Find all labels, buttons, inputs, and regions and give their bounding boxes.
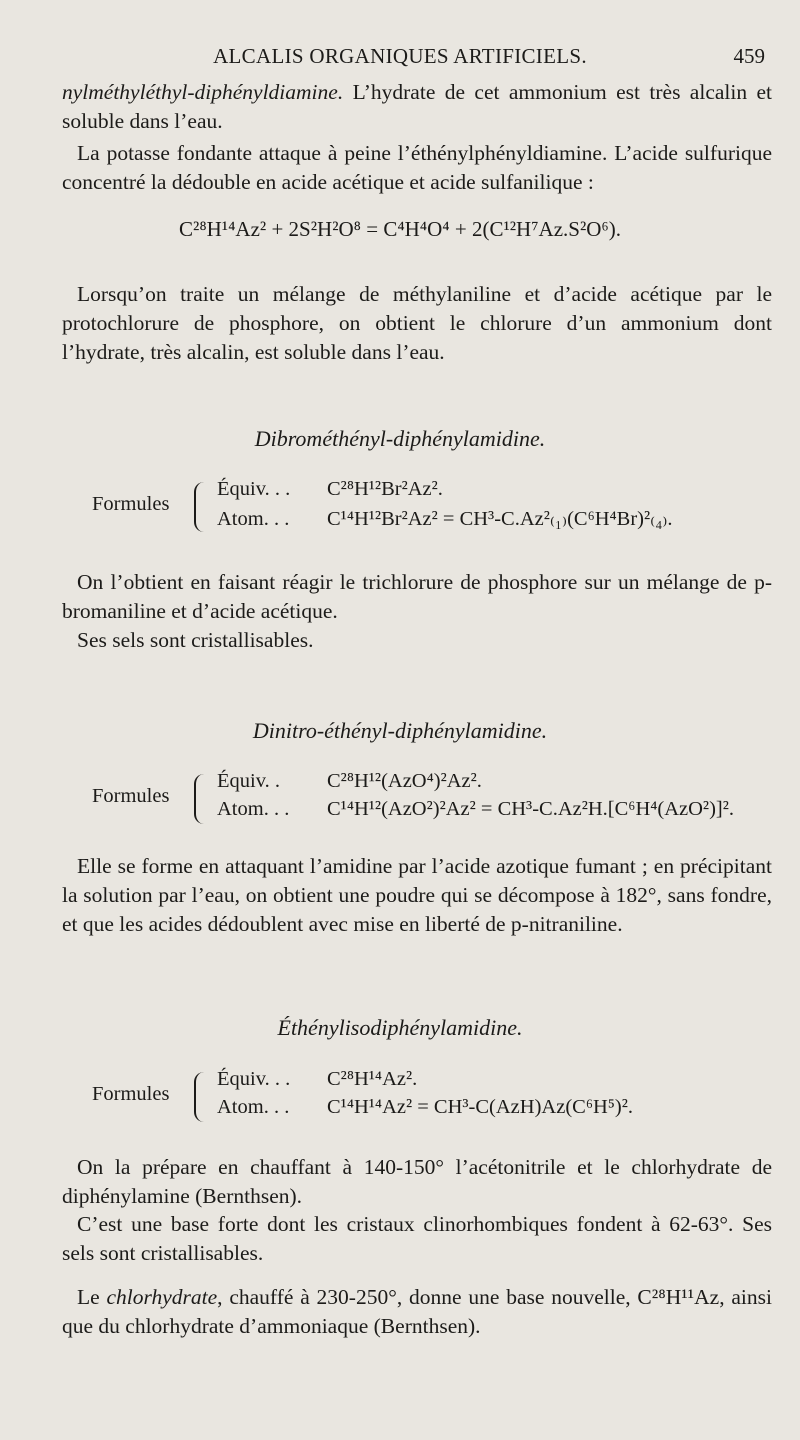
- equiv-label: Équiv. .: [217, 770, 281, 792]
- equiv-label: Équiv. . .: [217, 1068, 291, 1090]
- section-title-dinitro: Dinitro-éthényl-diphénylamidine.: [252, 718, 548, 743]
- formula-block-dinitro: [92, 770, 792, 832]
- atom-label: Atom. . .: [217, 508, 290, 530]
- atom-row: [217, 506, 673, 531]
- formula-block-dibromethenyl: [92, 478, 792, 540]
- paragraph-8: C’est une base forte dont les cristaux clinorhombiques fondent à 62-63°. Ses sels sont cristallisables.: [62, 1212, 772, 1265]
- paragraph-9-italic: chlorhydrate: [106, 1285, 218, 1309]
- running-title: ALCALIS ORGANIQUES ARTIFICIELS.: [213, 44, 587, 68]
- paragraph-6: Elle se forme en attaquant l’amidine par l’acide azotique fumant ; en précipitant la solution par l’eau, on obtient une poudre qui se décompose à 182°, sans fondre, et que les acides dédoublent avec mise en liberté de p-nitraniline.: [62, 854, 772, 936]
- brace-icon: [194, 482, 208, 532]
- atom-row: [217, 798, 734, 821]
- equiv-label: Équiv. . .: [217, 478, 291, 500]
- formula-block-ethenylisodiphenyl: [92, 1068, 792, 1130]
- atom-row: [217, 1096, 633, 1119]
- atom-formula: C¹⁴H¹²Br²Az² = CH³-C.Az²₍₁₎(C⁶H⁴Br)²₍₄₎.: [327, 508, 673, 530]
- paragraph-9-start: Le: [77, 1285, 107, 1309]
- page-number: 459: [733, 44, 765, 68]
- equiv-row: [217, 770, 482, 793]
- equation-1: C²⁸H¹⁴Az² + 2S²H²O⁸ = C⁴H⁴O⁴ + 2(C¹²H⁷Az.S²O⁶).: [179, 217, 621, 241]
- paragraph-2: La potasse fondante attaque à peine l’éthénylphényldiamine. L’acide sulfurique concentré la dédouble en acide acétique et acide sulfanilique :: [62, 141, 772, 194]
- equiv-formula: C²⁸H¹⁴Az².: [327, 1068, 418, 1090]
- paragraph-7: On la prépare en chauffant à 140-150° l’acétonitrile et le chlorhydrate de diphénylamine (Bernthsen).: [62, 1155, 772, 1208]
- formulas-label: Formules: [92, 493, 170, 515]
- formulas-label: Formules: [92, 785, 170, 807]
- paragraph-1-text: L’hydrate de cet ammonium est très alcalin et soluble dans l’eau.: [62, 80, 772, 133]
- section-title-ethenylisodiphenyl: Éthénylisodiphénylamidine.: [277, 1015, 523, 1040]
- paragraph-9: [62, 1283, 772, 1341]
- equiv-formula: C²⁸H¹²(AzO⁴)²Az².: [327, 770, 482, 792]
- paragraph-1-italic: nylméthyléthyl-diphényldiamine.: [62, 80, 344, 104]
- atom-label: Atom. . .: [217, 798, 290, 820]
- paragraph-4: On l’obtient en faisant réagir le trichlorure de phosphore sur un mélange de p-bromaniline et d’acide acétique.: [62, 570, 772, 623]
- equiv-formula: C²⁸H¹²Br²Az².: [327, 478, 443, 500]
- paragraph-5: Ses sels sont cristallisables.: [77, 628, 314, 652]
- paragraph-9-text: , chauffé à 230-250°, donne une base nouvelle, C²⁸H¹¹Az, ainsi que du chlorhydrate d’ammoniaque (Bernthsen).: [62, 1285, 772, 1338]
- formulas-label: Formules: [92, 1083, 170, 1105]
- equiv-row: [217, 1068, 417, 1091]
- equiv-row: [217, 478, 443, 501]
- atom-formula: C¹⁴H¹⁴Az² = CH³-C(AzH)Az(C⁶H⁵)².: [327, 1096, 634, 1118]
- paragraph-3: Lorsqu’on traite un mélange de méthylaniline et d’acide acétique par le protochlorure de phosphore, on obtient le chlorure d’un ammonium dont l’hydrate, très alcalin, est soluble dans l’eau.: [62, 282, 772, 364]
- atom-formula: C¹⁴H¹²(AzO²)²Az² = CH³-C.Az²H.[C⁶H⁴(AzO²)]².: [327, 798, 735, 820]
- section-title-dibromethenyl: Dibrométhényl-diphénylamidine.: [254, 426, 546, 451]
- brace-icon: [194, 1072, 208, 1122]
- page-header: [0, 42, 800, 72]
- brace-icon: [194, 774, 208, 824]
- atom-label: Atom. . .: [217, 1096, 290, 1118]
- paragraph-1: [62, 78, 772, 136]
